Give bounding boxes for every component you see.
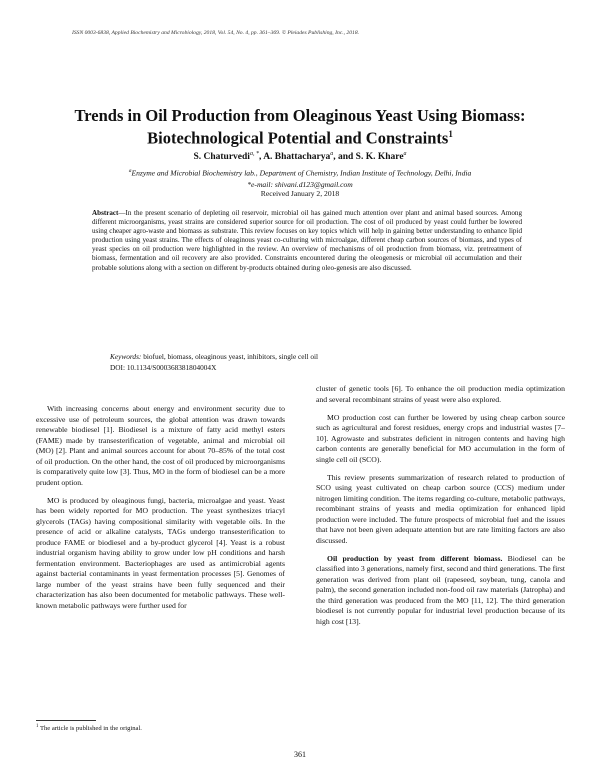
abstract: [92, 209, 522, 273]
title-line-2: Biotechnological Potential and Constraints: [147, 128, 449, 148]
journal-citation: ISSN 0003-6838, Applied Biochemistry and Microbiology, 2018, Vol. 54, No. 4, pp. 361–369. © Pleiades Publishing, Inc., 2018.: [72, 30, 360, 36]
author-mark: a: [330, 151, 334, 157]
body-paragraph: This review presents summarization of research related to production of SCO using yeast cultivated on cheap carbon source (CCS) medium under nitrogen limiting condition. The items regarding co-culture, metabolic pathways, recombinant strains of yeasts and media optimization for enhanced lipid production were included. The future prospects of microbial fuel and the issues that have not been given adequate attention but are rate limiting factors are also discussed.: [316, 472, 565, 545]
section-paragraph: [316, 554, 565, 628]
author-separator: , and: [333, 152, 356, 163]
footnote-mark: 1: [36, 724, 39, 729]
keywords-label: Keywords:: [110, 352, 142, 361]
body-paragraph: MO is produced by oleaginous fungi, bacteria, microalgae and yeast. Yeast has been widely reported for MO production. The yeast synthesizes triacyl glycerols (TAGs) having compositional similarity with vegetable oils. In the presence of acid or alkaline catalysts, TAGs undergo transesterification to produce FAME or biodiesel and a by-product glycerol [4]. Yeast is a robust industrial organism having ability to grow under low pH conditions and harsh fermentation environment. Bacteriophages are used as antimicrobial agents against bacterial contaminants in yeast fermentation processes [5]. Genomes of large number of the yeast strains have been fully sequenced and their characterization has also been documented for metabolic pathways. These well-known metabolic pathways were further used for: [36, 495, 285, 610]
keywords: [110, 352, 522, 362]
title-line-1: Trends in Oil Production from Oleaginous Yeast Using Biomass:: [74, 106, 526, 125]
footnote: [36, 724, 286, 732]
author-name: S. K. Khare: [355, 152, 404, 163]
author-mark: a: [403, 151, 407, 157]
affiliation-block: [40, 166, 560, 190]
author-separator: ,: [258, 152, 264, 163]
author-list: [40, 151, 560, 162]
footnote-text: The article is published in the original.: [39, 725, 142, 733]
abstract-label: Abstract: [92, 209, 119, 217]
author-email: *e-mail: shivani.d123@gmail.com: [247, 179, 353, 189]
body-paragraph: cluster of genetic tools [6]. To enhance the oil production media optimization and several recombinant strains of yeast were also explored.: [316, 384, 565, 404]
title-footnote-mark: 1: [448, 129, 453, 139]
body-paragraph: MO production cost can further be lowered by using cheap carbon source such as agricultural and forest residues, energy crops and industrial wastes [7–10]. Agrowaste and substrates deficient in nitrogen contents and having high carbon contents are generally beneficial for MO accumulation in the form of single cell oil (SCO).: [316, 412, 565, 464]
affiliation-mark: a: [128, 168, 132, 174]
keywords-text: biofuel, biomass, oleaginous yeast, inhibitors, single cell oil: [143, 352, 319, 361]
article-title: [40, 106, 560, 148]
author-name: S. Chaturvedi: [193, 152, 250, 163]
footnote-divider: [36, 720, 96, 721]
author-name: A. Bhattacharya: [263, 152, 331, 163]
body-column-left: [36, 404, 285, 619]
body-paragraph: With increasing concerns about energy and environment security due to excessive use of petroleum sources, the global attention was drawn towards renewable biodiesel [1]. Biodiesel is a mixture of fatty acid methyl esters (FAME) made by transesterification of vegetable, animal and microbial oil (MO) [2]. Plant and animal sources account for about 70–85% of the total cost of oil production. On the other hand, the cost of oil produced by microorganisms is comparatively quite low [3]. Thus, MO in the form of biodiesel can be a more prudent option.: [36, 404, 285, 487]
page-number: 361: [294, 750, 306, 759]
abstract-text: —In the present scenario of depleting oil reservoir, microbial oil has gained much attention over plant and animal based sources. Among different microorganisms, yeast strains are considered superior source for oil production. The cost of oil produced by yeast could further be lowered using cheaper agro-waste and biomass as substrate. This review focuses on key topics which will help in gaining better understanding to enhance lipid production using yeast strains. The effects of oleaginous yeast co-culturing with microalgae, different cheap carbon sources of biomass, and types of yeast species on oil production were highlighted in the review. An overview of mechanisms of oil production from biomass, viz. pretreatment of biomass, fermentation and oil recovery are also provided. Constraints encountered during the oleogenesis or microbial oil accumulation and their probable solutions along with a section on different by-products obtained during oleo-genesis are also discussed.: [92, 209, 522, 272]
section-heading: Oil production by yeast from different biomass.: [327, 553, 503, 563]
affiliation: Enzyme and Microbial Biochemistry lab., Department of Chemistry, Indian Institute of Technology, Delhi, India: [131, 168, 472, 178]
received-date: Received January 2, 2018: [260, 189, 340, 198]
section-text: Biodiesel can be classified into 3 generations, namely first, second and third generations. The first generation was derived from plant oil (rapeseed, soybean, tung, canola and palm), the second generation included non-food oil raw materials (Jatropha) and the third generation was produced from the MO [11, 12]. The third generation biodiesel is not currently popular for industrial level production because of its high cost [13].: [316, 553, 565, 626]
author-mark: a, *: [249, 151, 259, 157]
doi: DOI: 10.1134/S000368381804004X: [110, 363, 217, 372]
body-column-right: [316, 384, 565, 635]
